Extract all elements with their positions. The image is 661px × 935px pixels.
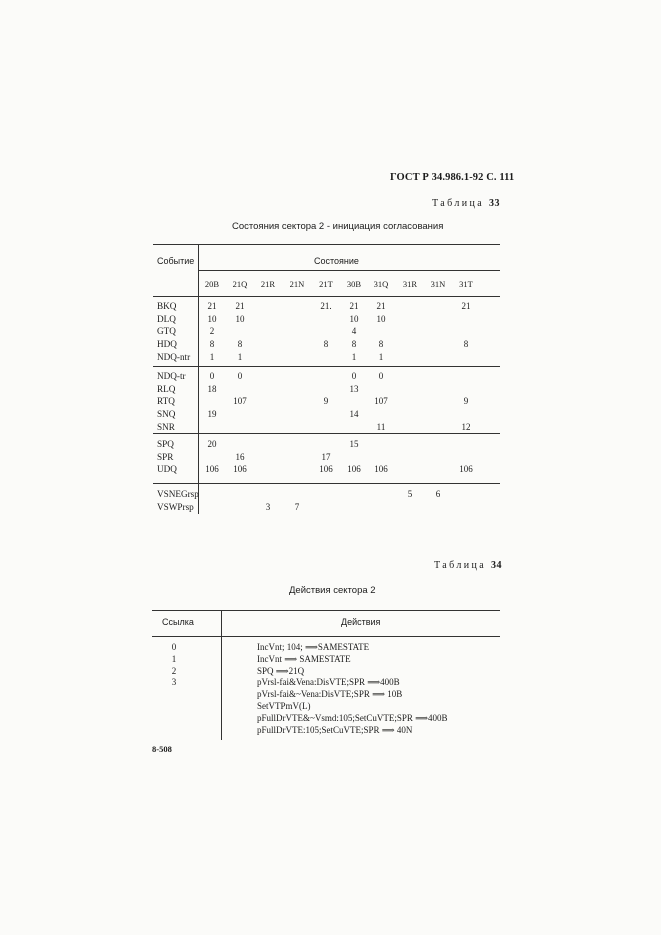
state-cell: 8 (323, 339, 329, 350)
action-line: IncVnt ⟹ SAMESTATE (257, 653, 351, 664)
event-label: SPQ (157, 439, 174, 449)
state-cell: 17 (321, 451, 331, 462)
event-label: VSNEGrsp (157, 489, 199, 499)
table33-label-word: Таблица (432, 198, 485, 209)
ref-cell: 3 (171, 677, 177, 688)
action-line: pVrsl-fai&~Vena:DisVTE;SPR ⟹ 10B (257, 689, 403, 700)
state-header: 21N (289, 279, 305, 289)
state-cell: 8 (237, 339, 243, 350)
state-cell: 9 (463, 396, 469, 407)
state-cell: 0 (378, 371, 384, 381)
event-label: HDQ (157, 339, 177, 350)
state-header: 20B (204, 279, 220, 289)
event-label: GTQ (157, 326, 176, 337)
table34-header-rule (152, 636, 500, 637)
action-line: pFullDrVTE:105;SetCuVTE;SPR ⟹ 40N (257, 724, 413, 735)
state-cell: 10 (349, 313, 359, 324)
ref-cell: 1 (171, 653, 177, 664)
state-cell: 10 (376, 313, 386, 324)
state-cell: 21 (235, 301, 245, 311)
state-cell: 106 (205, 464, 219, 475)
state-cell: 14 (349, 409, 359, 420)
table34-col-actions: Действия (341, 617, 381, 627)
page-header: ГОСТ Р 34.986.1-92 С. 111 (390, 172, 515, 183)
state-cell: 21. (320, 301, 332, 311)
state-cell: 106 (233, 464, 247, 475)
event-label: BKQ (157, 301, 177, 311)
state-cell: 6 (435, 489, 441, 499)
table34-label-word: Таблица (434, 560, 487, 571)
state-cell: 15 (349, 439, 359, 449)
action-line: SetVTPmV(L) (257, 701, 311, 711)
state-cell: 10 (207, 313, 217, 324)
state-cell: 107 (374, 396, 388, 407)
state-header: 21Q (232, 279, 248, 289)
state-cell: 1 (209, 351, 215, 362)
table34-divider (221, 610, 222, 740)
state-header: 31Q (373, 279, 389, 289)
table34-col-ref: Ссылка (162, 617, 194, 627)
state-cell: 106 (319, 464, 333, 475)
table34-number: 34 (490, 560, 502, 571)
state-header: 31T (459, 279, 473, 289)
table34-top-rule (152, 610, 500, 611)
table33-group3-rule (153, 483, 500, 484)
state-header: 31N (430, 279, 446, 289)
event-label: UDQ (157, 464, 177, 475)
state-cell: 1 (237, 351, 243, 362)
state-cell: 2 (209, 326, 215, 337)
state-cell: 12 (461, 421, 471, 432)
event-label: SNQ (157, 409, 176, 420)
state-cell: 3 (265, 501, 271, 512)
action-line: pVrsl-fai&Vena:DisVTE;SPR ⟹400B (257, 677, 400, 688)
state-cell: 21 (461, 301, 471, 311)
state-cell: 1 (378, 351, 384, 362)
state-cell: 1 (351, 351, 357, 362)
state-cell: 18 (207, 383, 217, 394)
state-cell: 19 (207, 409, 217, 420)
event-label: VSWPrsp (157, 501, 194, 512)
table33-top-rule (153, 244, 500, 245)
table33-header-rule (153, 296, 500, 297)
table33-caption: Состояния сектора 2 - инициация согласования (232, 221, 444, 232)
state-cell: 16 (235, 451, 245, 462)
state-cell: 20 (207, 439, 217, 449)
state-cell: 21 (349, 301, 359, 311)
event-label: RTQ (157, 396, 175, 407)
table34-label (434, 560, 502, 571)
event-label: SPR (157, 451, 174, 462)
action-line: SPQ ⟹21Q (257, 665, 305, 676)
state-cell: 0 (237, 371, 243, 381)
state-cell: 8 (378, 339, 384, 350)
state-header: 30B (346, 279, 362, 289)
state-cell: 5 (407, 489, 413, 499)
state-cell: 4 (351, 326, 357, 337)
action-line: pFullDrVTE&~Vsmd:105;SetCuVTE;SPR ⟹400B (257, 712, 448, 723)
event-label: NDQ-ntr (157, 351, 191, 362)
state-cell: 106 (459, 464, 473, 475)
state-cell: 8 (463, 339, 469, 350)
table33-col-state: Состояние (314, 256, 359, 266)
event-label: NDQ-tr (157, 371, 186, 381)
table33-group2-rule (153, 433, 500, 434)
event-label: SNR (157, 421, 175, 432)
state-cell: 0 (351, 371, 357, 381)
state-header: 21T (319, 279, 333, 289)
state-cell: 106 (374, 464, 388, 475)
state-cell: 9 (323, 396, 329, 407)
table33-state-rule (198, 270, 500, 271)
state-cell: 11 (376, 421, 386, 432)
state-cell: 8 (351, 339, 357, 350)
state-header: 31R (402, 279, 418, 289)
event-label: RLQ (157, 383, 176, 394)
state-header: 21R (260, 279, 276, 289)
state-cell: 7 (294, 501, 300, 512)
state-cell: 0 (209, 371, 215, 381)
state-cell: 106 (347, 464, 361, 475)
state-cell: 21 (376, 301, 386, 311)
ref-cell: 0 (171, 642, 177, 652)
table33-number: 33 (488, 198, 500, 209)
table33-group1-rule (153, 366, 500, 367)
action-line: IncVnt; 104; ⟹SAMESTATE (257, 642, 370, 652)
page-footer: 8-508 (152, 744, 172, 754)
event-label: DLQ (157, 313, 176, 324)
table34-caption: Действия сектора 2 (289, 585, 376, 596)
table33-col-event: Событие (157, 256, 195, 266)
ref-cell: 2 (171, 665, 177, 676)
state-cell: 21 (207, 301, 217, 311)
table33-label (432, 198, 500, 209)
state-cell: 13 (349, 383, 359, 394)
state-cell: 107 (233, 396, 247, 407)
state-cell: 8 (209, 339, 215, 350)
state-cell: 10 (235, 313, 245, 324)
